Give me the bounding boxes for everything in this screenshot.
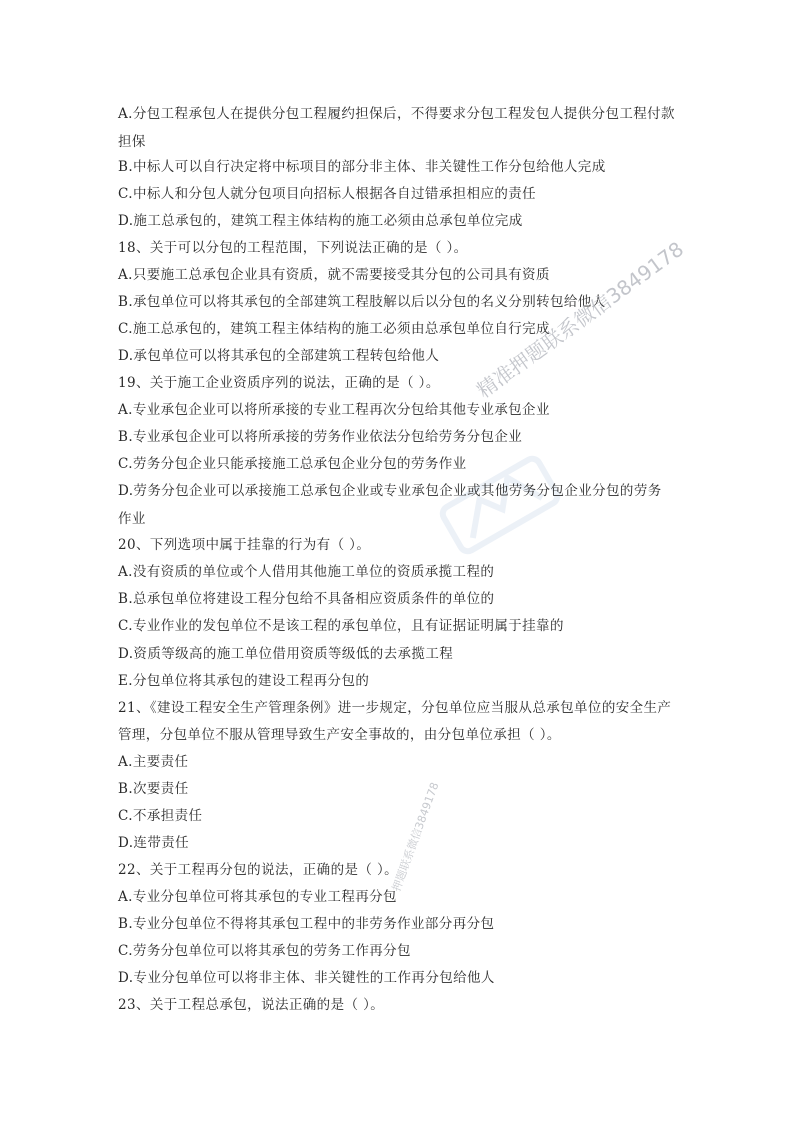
option-c: C.不承担责任 — [118, 808, 203, 824]
option-e: E.分包单位将其承包的建设工程再分包的 — [118, 673, 370, 689]
text-line: B.中标人可以自行决定将中标项目的部分非主体、非关键性工作分包给他人完成 — [118, 159, 606, 175]
question-heading: 20、下列选项中属于挂靠的行为有（ ）。 — [118, 537, 371, 553]
question-heading: 18、关于可以分包的工程范围，下列说法正确的是（ ）。 — [118, 240, 468, 256]
question-heading: 21、《建设工程安全生产管理条例》进一步规定，分包单位应当服从总承包单位的安全生产 — [118, 700, 672, 716]
option-d: D.连带责任 — [118, 835, 190, 851]
option-b: B.次要责任 — [118, 781, 189, 797]
option-a: A.专业承包企业可以将所承接的专业工程再次分包给其他专业承包企业 — [118, 402, 550, 418]
option-d: D.资质等级高的施工单位借用资质等级低的去承揽工程 — [118, 646, 454, 662]
option-c: C.劳务分包单位可以将其承包的劳务工作再分包 — [118, 943, 411, 959]
question-heading: 23、关于工程总承包，说法正确的是（ ）。 — [118, 997, 385, 1013]
text-line: 担保 — [118, 134, 146, 150]
option-d: D.专业分包单位可以将非主体、非关键性的工作再分包给他人 — [118, 970, 495, 986]
option-a: A.只要施工总承包企业具有资质，就不需要接受其分包的公司具有资质 — [118, 267, 550, 283]
option-c: C.专业作业的发包单位不是该工程的承包单位，且有证据证明属于挂靠的 — [118, 618, 564, 634]
text-line: A.分包工程承包人在提供分包工程履约担保后，不得要求分包工程发包人提供分包工程付款 — [118, 106, 675, 122]
option-a: A.主要责任 — [118, 754, 189, 770]
option-d: D.劳务分包企业可以承接施工总承包企业或专业承包企业或其他劳务分包企业分包的劳务 — [118, 483, 662, 499]
option-b: B.承包单位可以将其承包的全部建筑工程肢解以后以分包的名义分别转包给他人 — [118, 294, 606, 310]
option-c: C.劳务分包企业只能承接施工总承包企业分包的劳务作业 — [118, 456, 467, 472]
question-heading: 22、关于工程再分包的说法，正确的是（ ）。 — [118, 862, 399, 878]
option-d: D.承包单位可以将其承包的全部建筑工程转包给他人 — [118, 348, 440, 364]
text-line: D.施工总承包的，建筑工程主体结构的施工必须由总承包单位完成 — [118, 213, 523, 229]
option-a: A.专业分包单位可将其承包的专业工程再分包 — [118, 889, 397, 905]
option-b: B.专业承包企业可以将所承接的劳务作业依法分包给劳务分包企业 — [118, 429, 523, 445]
watermark-text: 押题联系微信3849178 — [389, 780, 442, 894]
option-a: A.没有资质的单位或个人借用其他施工单位的资质承揽工程的 — [118, 564, 495, 580]
option-c: C.施工总承包的，建筑工程主体结构的施工必须由总承包单位自行完成 — [118, 321, 550, 337]
option-b: B.专业分包单位不得将其承包工程中的非劳务作业部分再分包 — [118, 916, 495, 932]
text-line: C.中标人和分包人就分包项目向招标人根据各自过错承担相应的责任 — [118, 186, 537, 202]
watermark-text: 精准押题联系微信3849178 — [472, 236, 688, 403]
text-line: 管理，分包单位不服从管理导致生产安全事故的，由分包单位承担（ ）。 — [118, 727, 561, 743]
option-b: B.总承包单位将建设工程分包给不具备相应资质条件的单位的 — [118, 591, 495, 607]
text-line: 作业 — [118, 511, 146, 527]
question-heading: 19、关于施工企业资质序列的说法，正确的是（ ）。 — [118, 375, 440, 391]
